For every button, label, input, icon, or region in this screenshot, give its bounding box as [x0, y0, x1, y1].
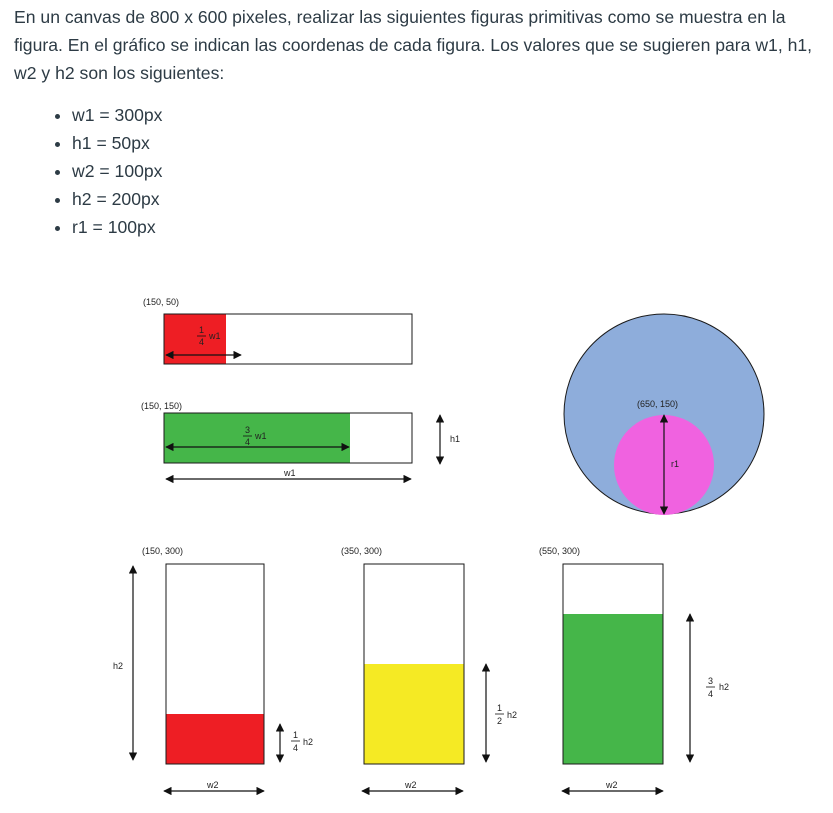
col1-coord-label: (150, 300): [142, 546, 184, 556]
w1-label: w1: [284, 468, 296, 478]
bar2-coord-label: (150, 150): [141, 401, 183, 411]
col2-frac-den: 2: [497, 716, 503, 726]
bar1-frac-den: 4: [199, 337, 205, 347]
bar1-coord-label: (150, 50): [143, 297, 180, 307]
h1-label: h1: [450, 434, 461, 444]
bar1-frac-num: 1: [199, 325, 205, 335]
bar2-frac-den: 4: [245, 437, 251, 447]
col3-fill: [563, 614, 663, 764]
bar2-w1-label: w1: [255, 431, 267, 441]
col1-fill: [166, 714, 264, 764]
col2-coord-label: (350, 300): [341, 546, 383, 556]
param-w2: • w2 = 100px: [72, 157, 826, 185]
col1-frac-num: 1: [293, 730, 299, 740]
col1-frac-den: 4: [293, 743, 299, 753]
param-h1: • h1 = 50px: [72, 129, 826, 157]
bar2-frac-num: 3: [245, 425, 251, 435]
param-r1: • r1 = 100px: [72, 213, 826, 241]
h2-label: h2: [113, 661, 124, 671]
intro-paragraph: En un canvas de 800 x 600 pixeles, realizar las siguientes figuras primitivas como se muestra en la figura. En el gráfico se indican las coordenas de cada figura. Los valores que se sugieren para w1, h1, w2 y h2 son los siguientes:: [14, 7, 813, 83]
col3-coord-label: (550, 300): [539, 546, 581, 556]
col2-w2-label: w2: [405, 780, 417, 790]
col2-h2-label: h2: [507, 710, 518, 720]
col1-w2-label: w2: [207, 780, 219, 790]
col1-h2-label: h2: [303, 737, 314, 747]
col2-frac-num: 1: [497, 703, 503, 713]
circle-coord-label: (650, 150): [637, 399, 679, 409]
col3-frac-den: 4: [708, 689, 714, 699]
col3-w2-label: w2: [606, 780, 618, 790]
col3-h2-label: h2: [719, 682, 730, 692]
col2-fill: [364, 664, 464, 764]
param-h2: • h2 = 200px: [72, 185, 826, 213]
param-w1: • w1 = 300px: [72, 101, 826, 129]
col3-frac-num: 3: [708, 676, 714, 686]
r1-label: r1: [671, 459, 680, 469]
bar1-w1-label: w1: [209, 331, 221, 341]
